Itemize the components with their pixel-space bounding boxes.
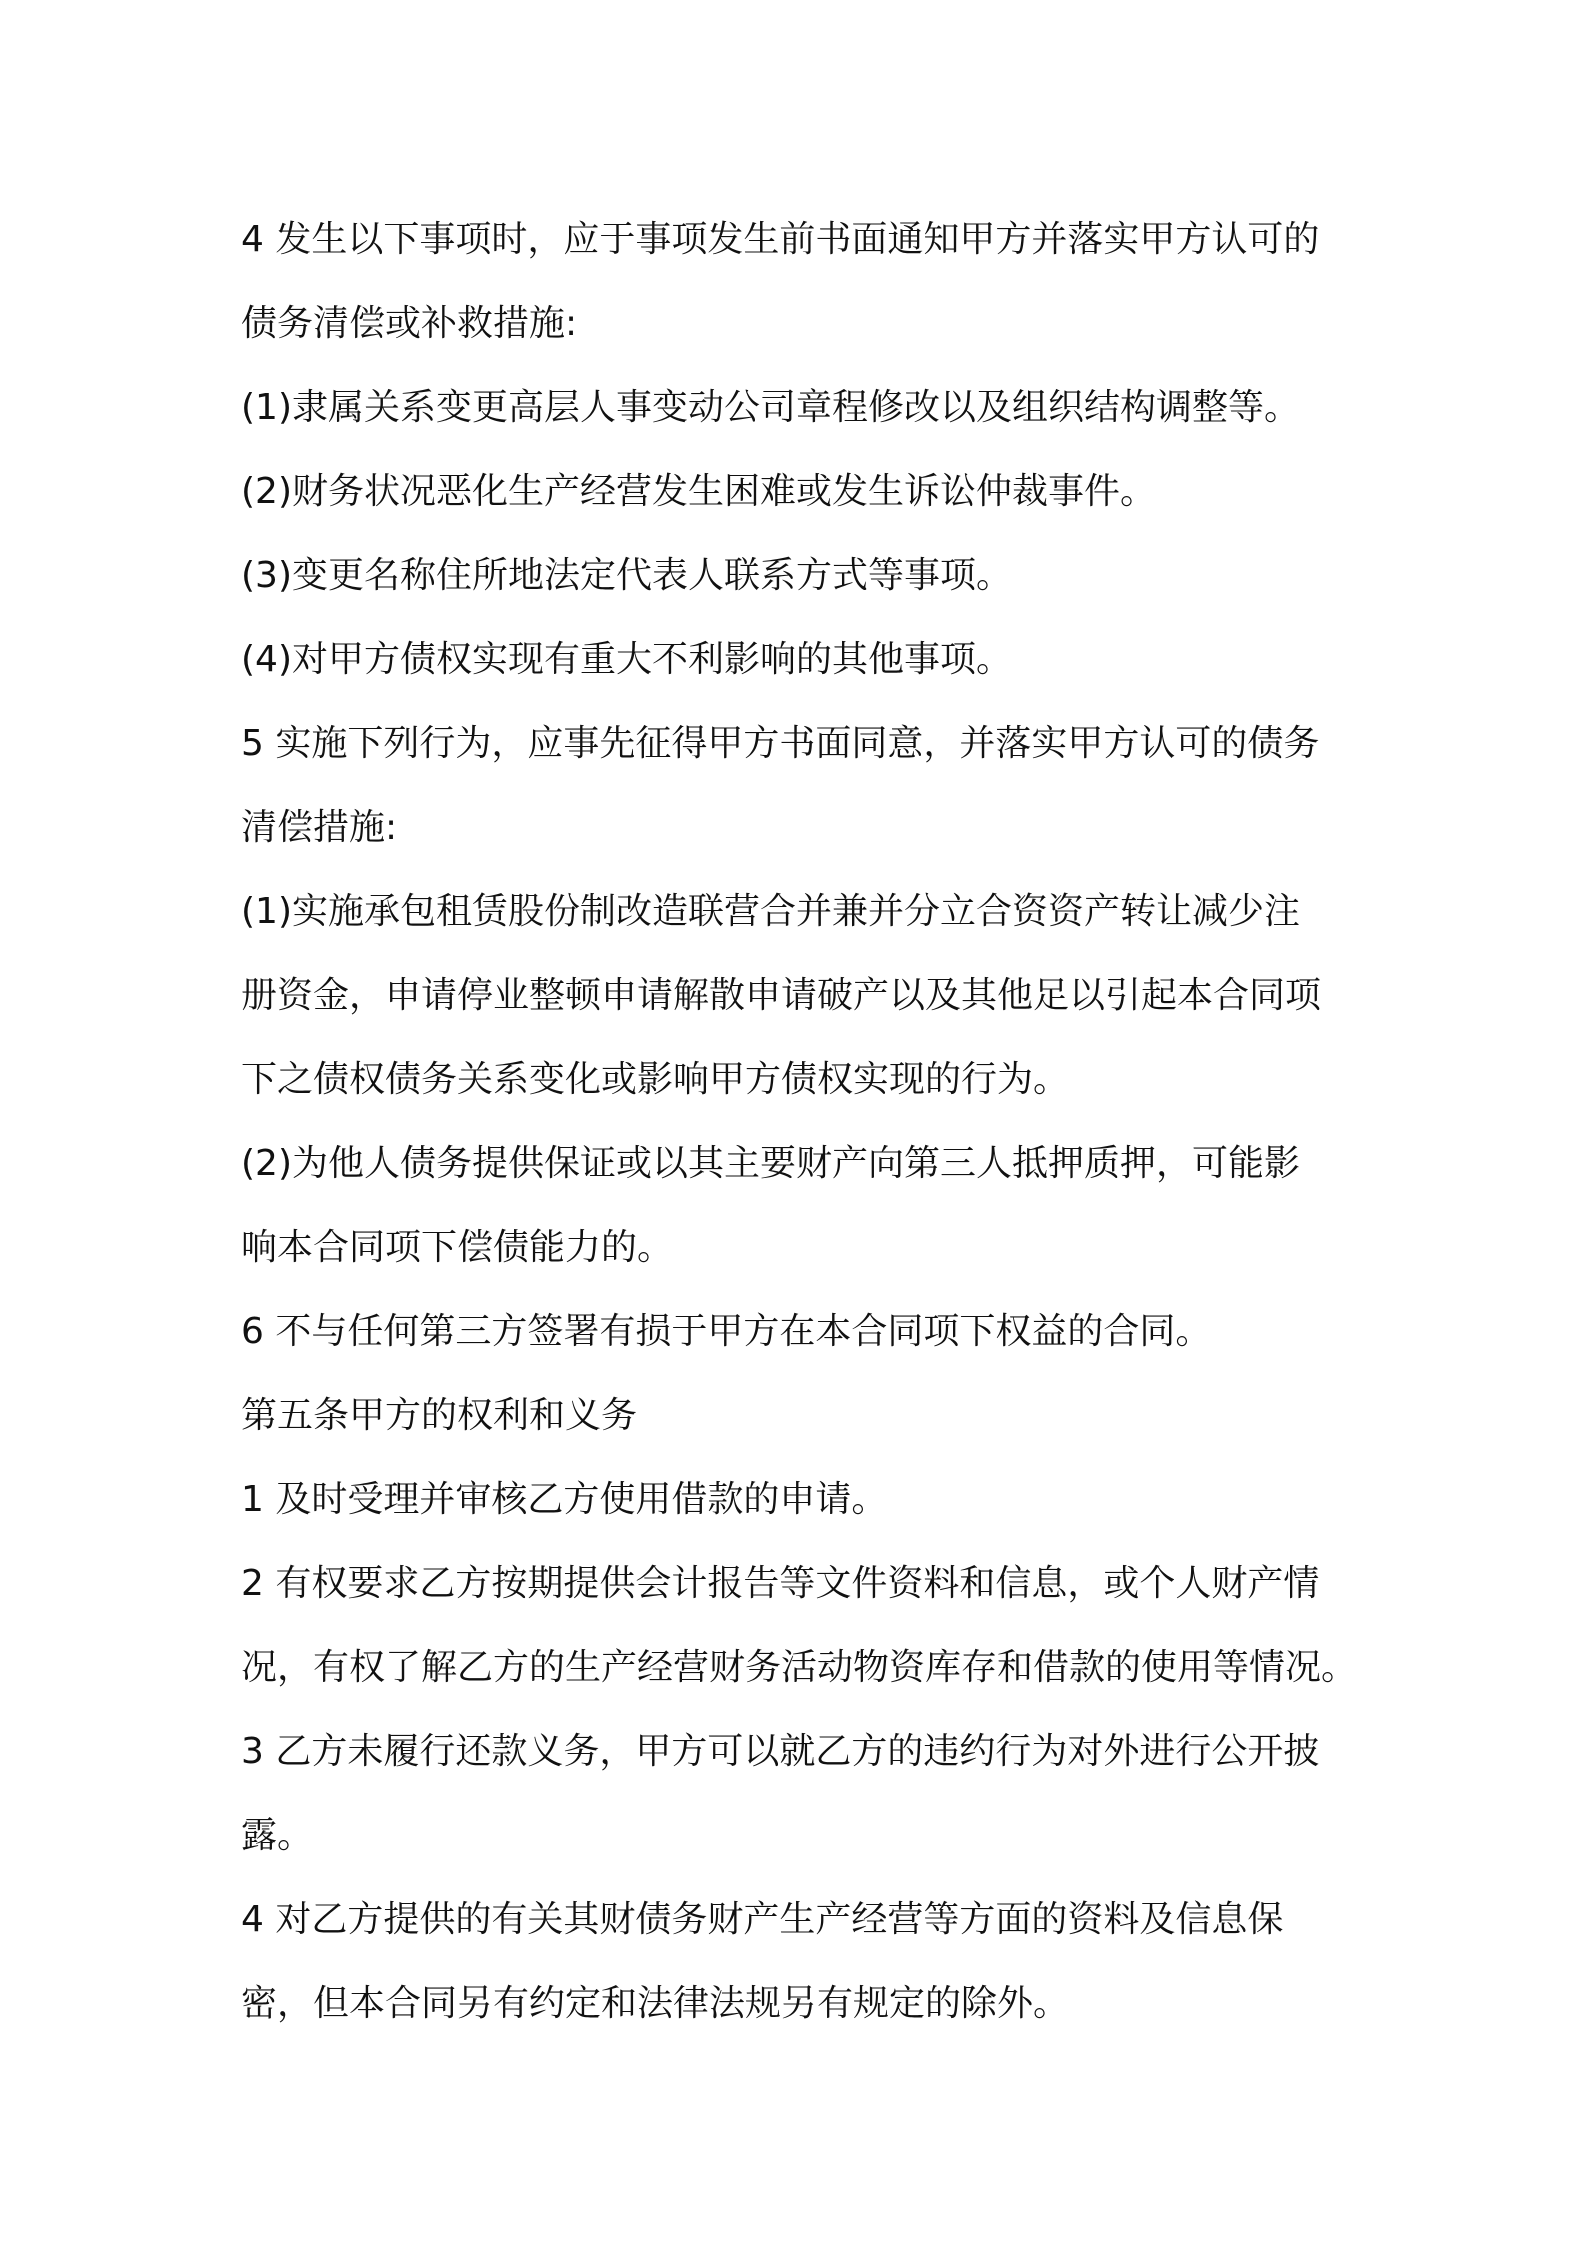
text-line: (3)变更名称住所地法定代表人联系方式等事项。 [241,555,1012,596]
text-line: 1 及时受理并审核乙方使用借款的申请。 [241,1479,888,1520]
text-line: (2)为他人债务提供保证或以其主要财产向第三人抵押质押，可能影 [241,1143,1300,1184]
text-line: 响本合同项下偿债能力的。 [241,1227,674,1268]
document-body [241,198,1376,2046]
text-line: (4)对甲方债权实现有重大不利影响的其他事项。 [241,639,1012,680]
text-line: 4 对乙方提供的有关其财债务财产生产经营等方面的资料及信息保 [241,1899,1284,1940]
section-heading: 第五条甲方的权利和义务 [241,1395,638,1436]
text-line: 况，有权了解乙方的生产经营财务活动物资库存和借款的使用等情况。 [241,1647,1358,1688]
text-line: 露。 [241,1815,314,1856]
text-line: 密，但本合同另有约定和法律法规另有规定的除外。 [241,1983,1070,2024]
text-line: (1)隶属关系变更高层人事变动公司章程修改以及组织结构调整等。 [241,387,1300,428]
text-line: 6 不与任何第三方签署有损于甲方在本合同项下权益的合同。 [241,1311,1212,1352]
text-line: 4 发生以下事项时，应于事项发生前书面通知甲方并落实甲方认可的 [241,219,1320,260]
text-line: (2)财务状况恶化生产经营发生困难或发生诉讼仲裁事件。 [241,471,1156,512]
text-line: (1)实施承包租赁股份制改造联营合并兼并分立合资资产转让减少注 [241,891,1300,932]
text-line: 3 乙方未履行还款义务，甲方可以就乙方的违约行为对外进行公开披 [241,1731,1320,1772]
text-line: 5 实施下列行为，应事先征得甲方书面同意，并落实甲方认可的债务 [241,723,1320,764]
text-line: 2 有权要求乙方按期提供会计报告等文件资料和信息，或个人财产情 [241,1563,1320,1604]
text-line: 债务清偿或补救措施: [241,303,578,344]
text-line: 清偿措施: [241,807,398,848]
text-line: 下之债权债务关系变化或影响甲方债权实现的行为。 [241,1059,1070,1100]
text-line: 册资金，申请停业整顿申请解散申请破产以及其他足以引起本合同项 [241,975,1322,1016]
